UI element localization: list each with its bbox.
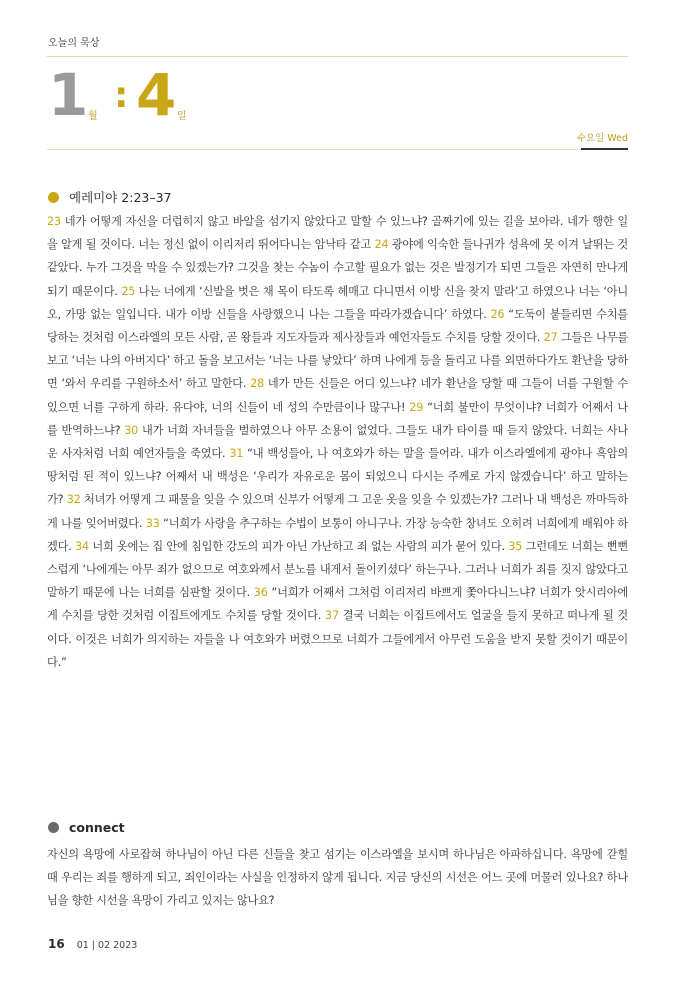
verse-number: 23 (47, 215, 61, 228)
date-month: 1 (48, 61, 89, 129)
verse-text: 처녀가 어떻게 그 패물을 잊을 수 있으며 신부가 어떻게 그 고운 옷을 잊을 수 있겠는가? 그러나 내 백성은 까마득하게 나를 잊어버렸다. (47, 493, 628, 530)
verse-number: 34 (75, 539, 89, 553)
scripture-text (47, 210, 628, 674)
verse-text: 그런데도 너희는 뻔뻔스럽게 ‘나에게는 아무 죄가 없으므로 여호와께서 분노를 내게서 돌이키셨다’ 하는구나. 그러나 너희가 죄를 짓지 않았다고 말하기 때문에 나는 너희를 심판할 것이다. (47, 539, 628, 600)
mid-divider (47, 149, 581, 150)
verse-number: 36 (253, 586, 268, 600)
verse-number: 27 (543, 331, 558, 345)
bullet-dot-icon (48, 192, 59, 203)
connect-body: 자신의 욕망에 사로잡혀 하나님이 아닌 다른 신들을 찾고 섬기는 이스라엘을 보시며 하나님은 아파하십니다. 욕망에 갇힐 때 우리는 죄를 행하게 되고, 죄인이라는 사실을 인정하지 않게 됩니다. 지금 당신의 시선은 어느 곳에 머물러 있나요? 하나님을 향한 시선을 욕망이 가리고 있지는 않나요? (47, 848, 628, 908)
verse-number: 33 (145, 516, 160, 530)
page-number: 16 (48, 937, 65, 951)
page-footer (48, 937, 137, 951)
weekday-underline (581, 148, 628, 150)
header-label: 오늘의 묵상 (48, 38, 100, 49)
verse-number: 32 (66, 493, 81, 507)
verse-number: 30 (124, 423, 139, 437)
verse-number: 25 (121, 284, 136, 298)
verse-number: 31 (229, 447, 244, 461)
scripture-reference: 예레미야 2:23–37 (69, 190, 172, 205)
verse-text: 네가 만든 신들은 어디 있느냐? 네가 환난을 당할 때 그들이 너를 구원할 수 있으면 너를 구하게 하라. 유다야, 너의 신들이 네 성의 수만큼이나 많구나! (47, 377, 629, 414)
verse-text: “내 백성들아, 나 여호와가 하는 말을 들어라. 내가 이스라엘에게 광야나 흑암의 땅처럼 된 적이 있느냐? 어째서 내 백성은 ‘우리가 자유로운 몸이 되었으니 다시는 주께로 가지 않겠습니다’ 하고 말하는가? (47, 447, 628, 507)
connect-heading (48, 820, 125, 835)
verse-text: 너희 옷에는 집 안에 침입한 강도의 피가 아닌 가난하고 죄 없는 사람의 피가 묻어 있다. (88, 539, 509, 553)
top-divider (47, 56, 628, 57)
verse-text: “도둑이 붙들리면 수치를 당하는 것처럼 이스라엘의 모든 사람, 곧 왕들과 지도자들과 제사장들과 예언자들도 수치를 당할 것이다. (47, 307, 628, 345)
weekday-label: 수요일 Wed (576, 133, 628, 144)
verse-number: 29 (409, 400, 424, 414)
verse-text: 결국 너희는 이집트에서도 얼굴을 들지 못하고 떠나게 될 것이다. 이것은 너희가 의지하는 자들을 나 여호와가 버렸으므로 너희가 그들에게서 아무런 도움을 받지 못할 것이기 때문이다.” (47, 609, 628, 669)
verse-number: 26 (490, 307, 505, 321)
date-day-unit: 일 (177, 111, 187, 122)
scripture-heading (48, 188, 172, 206)
connect-title: connect (69, 820, 125, 835)
verse-text: 나는 너에게 ‘신발을 벗은 채 목이 타도록 헤매고 다니면서 이방 신을 찾지 말라’고 하였으나 너는 ‘아니오, 가망 없는 일입니다. 내가 이방 신들을 사랑했으니 나는 그들을 따라가겠습니다’ 하였다. (47, 284, 628, 321)
verse-number: 28 (250, 377, 265, 391)
verse-text: 내가 너희 자녀들을 벌하였으나 아무 소용이 없었다. 그들도 내가 타이를 때 듣지 않았다. 너희는 사나운 사자처럼 너희 예언자들을 죽였다. (47, 423, 629, 461)
verse-number: 24 (374, 238, 389, 252)
verse-text: “너희가 사랑을 추구하는 수법이 보통이 아니구나. 가장 능숙한 창녀도 오히려 너희에게 배워야 하겠다. (47, 516, 628, 553)
verse-text: 그들은 나무를 보고 ‘너는 나의 아버지다’ 하고 돌을 보고서는 ‘너는 나를 낳았다’ 하며 나에게 등을 돌리고 나를 외면하다가도 환난을 당하면 ‘와서 우리를 구원하소서’ 하고 말한다. (47, 331, 628, 391)
date-month-unit: 월 (88, 111, 98, 122)
date-separator: : (114, 75, 129, 116)
verse-text: 네가 어떻게 자신을 더럽히지 않고 바알을 섬기지 않았다고 말할 수 있느냐? 골짜기에 있는 길을 보아라. 네가 행한 일을 알게 될 것이다. 너는 정신 없이 이리저리 뛰어다니는 암낙타 같고 (47, 215, 628, 252)
verse-number: 37 (325, 609, 339, 623)
verse-number: 35 (508, 539, 523, 553)
verse-text: 광야에 익숙한 들나귀가 성욕에 못 이겨 날뛰는 것 같았다. 누가 그것을 막을 수 있겠는가? 그것을 찾는 수놈이 수고할 필요가 없는 것은 발정기가 되면 그들은 자연히 만나게 되기 때문이다. (47, 238, 628, 298)
verse-text: “너희가 어째서 그처럼 이리저리 바쁘게 쫓아다니느냐? 너희가 앗시리아에게 수치를 당한 것처럼 이집트에게도 수치를 당할 것이다. (47, 586, 628, 623)
issue-date: 01 | 02 2023 (76, 940, 138, 951)
verse-text: “너희 불만이 무엇이냐? 너희가 어째서 나를 반역하느냐? (47, 400, 628, 437)
date-day: 4 (136, 61, 177, 129)
bullet-dot-icon (48, 822, 59, 833)
